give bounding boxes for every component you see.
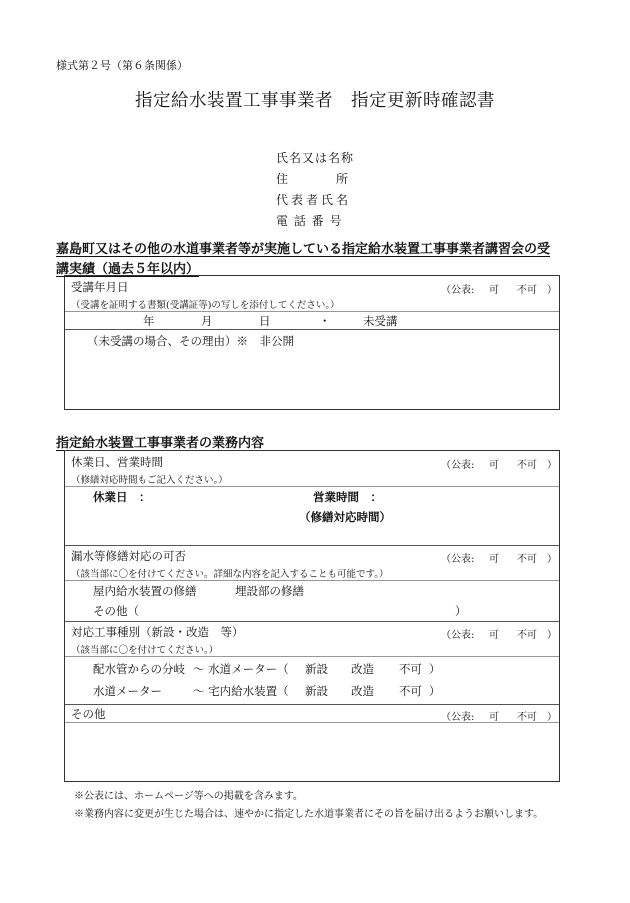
- public-status-close: ）: [547, 460, 557, 471]
- public-status-no[interactable]: 不可: [517, 554, 537, 565]
- business-hours-label: 休業日、営業時間: [71, 455, 163, 469]
- other-details-field[interactable]: [65, 723, 559, 781]
- public-status-close: ）: [547, 285, 557, 296]
- meter-close: ）: [429, 684, 441, 698]
- construction-type-note: （該当部に〇を付けてください。）: [71, 645, 219, 656]
- other-repair-close: ）: [455, 604, 467, 618]
- section2-heading: 指定給水装置工事事業者の業務内容: [56, 436, 265, 451]
- applicant-name-label: 氏名又は名称: [276, 151, 355, 165]
- date-year-field[interactable]: 年: [143, 314, 155, 328]
- date-separator: ・: [319, 314, 331, 328]
- not-attended-option[interactable]: 未受講: [363, 314, 398, 328]
- page-title: 指定給水装置工事事業者 指定更新時確認書: [135, 91, 495, 111]
- public-status-yes[interactable]: 可: [489, 712, 499, 723]
- applicant-address-label: [276, 170, 348, 187]
- leak-repair-note: （該当部に〇を付けてください。詳細な内容を記入することも可能です。）: [71, 569, 389, 580]
- address-label-part-1: 住: [276, 172, 289, 186]
- public-status-open: （公表:: [441, 712, 475, 723]
- distribution-branch-label: 配水管からの分岐: [93, 662, 185, 676]
- form-number: 様式第２号（第６条関係）: [56, 59, 188, 72]
- leak-repair-label: 漏水等修繕対応の可否: [71, 549, 186, 563]
- meter-no-option[interactable]: 不可: [399, 684, 422, 698]
- to-water-meter-label: ～ 水道メーター（: [193, 662, 289, 676]
- public-status-open: （公表:: [441, 630, 475, 641]
- phone-label: 電 話 番 号: [276, 214, 343, 228]
- footer-note-1: ※公表には、ホームページ等への掲載を含みます。: [74, 791, 303, 802]
- not-attended-reason-label: （未受講の場合、その理由）※ 非公開: [87, 334, 294, 348]
- public-status-close: ）: [547, 712, 557, 723]
- business-hours-field[interactable]: 営業時間 ：: [313, 490, 382, 504]
- public-status-no[interactable]: 不可: [517, 460, 537, 471]
- public-status-open: （公表:: [441, 554, 475, 565]
- other-repair-option[interactable]: その他（: [93, 604, 139, 618]
- attendance-date-label: 受講年月日: [71, 280, 129, 294]
- public-status-no[interactable]: 不可: [517, 630, 537, 641]
- buried-repair-option[interactable]: 埋設部の修繕: [235, 584, 304, 598]
- address-label-part-2: 所: [335, 172, 348, 186]
- public-status-yes[interactable]: 可: [489, 460, 499, 471]
- branch-close: ）: [429, 662, 441, 676]
- other-label: その他: [71, 707, 106, 721]
- public-status-no[interactable]: 不可: [517, 285, 537, 296]
- attendance-note: （受講を証明する書類(受講証等)の写しを添付してください。）: [71, 300, 340, 311]
- section1-box: [64, 275, 560, 410]
- footer-note-2: ※業務内容に変更が生じた場合は、速やかに指定した水道事業者にその旨を届け出るようお願いします。: [74, 809, 544, 820]
- date-month-field[interactable]: 月: [201, 314, 213, 328]
- water-meter-label: 水道メーター: [93, 684, 162, 698]
- meter-new-option[interactable]: 新設: [305, 684, 328, 698]
- public-status-close: ）: [547, 630, 557, 641]
- indoor-repair-option[interactable]: 屋内給水装置の修繕: [93, 584, 197, 598]
- repair-hours-field[interactable]: （修繕対応時間）: [299, 510, 391, 524]
- to-indoor-supply-label: ～ 宅内給水装置（: [193, 684, 289, 698]
- public-status-yes[interactable]: 可: [489, 630, 499, 641]
- public-status-yes[interactable]: 可: [489, 285, 499, 296]
- public-status-open: （公表:: [441, 460, 475, 471]
- meter-remodel-option[interactable]: 改造: [351, 684, 374, 698]
- business-hours-note: （修繕対応時間もご記入ください。）: [71, 475, 228, 486]
- holiday-field[interactable]: 休業日 ：: [93, 490, 151, 504]
- section2-box: [64, 450, 560, 782]
- public-status-open: （公表:: [441, 285, 475, 296]
- representative-label: 代表者氏名: [276, 193, 352, 207]
- branch-new-option[interactable]: 新設: [305, 662, 328, 676]
- public-status-no[interactable]: 不可: [517, 712, 537, 723]
- construction-type-label: 対応工事種別（新設・改造 等）: [71, 625, 244, 639]
- public-status-close: ）: [547, 554, 557, 565]
- public-status-yes[interactable]: 可: [489, 554, 499, 565]
- section1-heading-line1: 嘉島町又はその他の水道事業者等が実施している指定給水装置工事事業者講習会の受: [56, 242, 551, 257]
- branch-no-option[interactable]: 不可: [399, 662, 422, 676]
- section1-heading-line2: 講実績（過去５年以内）: [56, 262, 200, 277]
- not-attended-reason-field[interactable]: [65, 350, 559, 409]
- date-day-field[interactable]: 日: [259, 314, 271, 328]
- branch-remodel-option[interactable]: 改造: [351, 662, 374, 676]
